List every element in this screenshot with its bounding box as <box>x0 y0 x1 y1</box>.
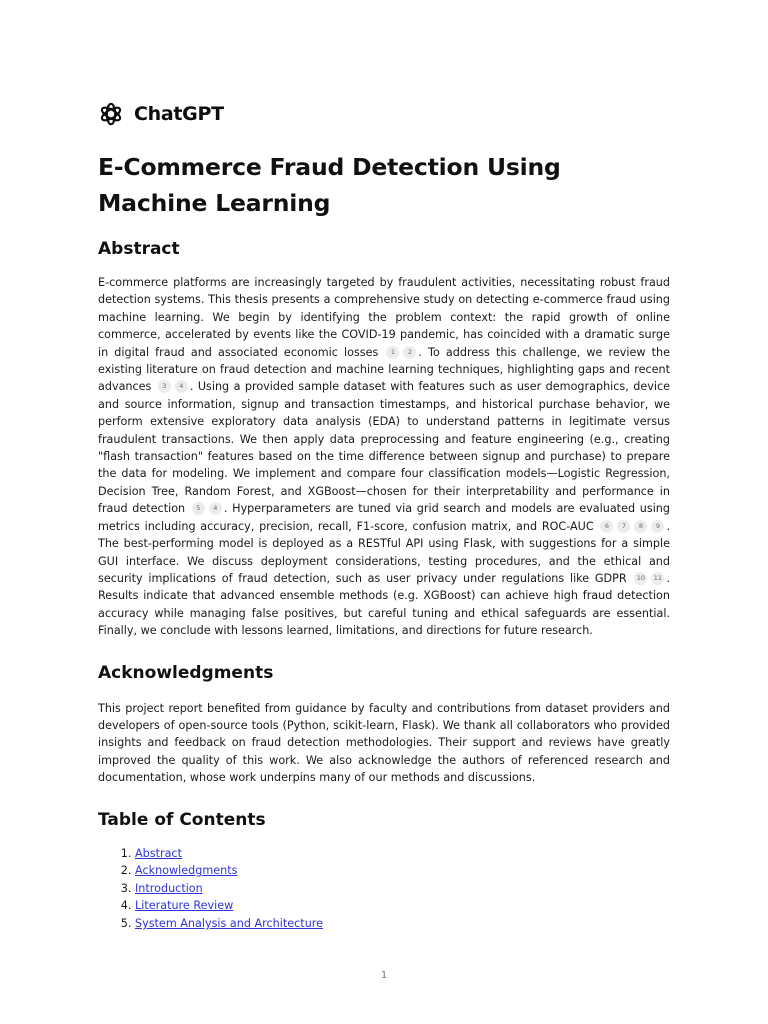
citation-badge[interactable]: 10 <box>634 572 647 585</box>
document-title: E-Commerce Fraud Detection Using Machine Learning <box>98 153 561 217</box>
brand-header <box>98 100 670 128</box>
toc-link-system-analysis[interactable]: System Analysis and Architecture <box>135 916 324 930</box>
toc-item <box>135 897 670 915</box>
acknowledgments-paragraph: This project report benefited from guidance by faculty and contributions from dataset providers and developers of open-source tools (Python, scikit-learn, Flask). We thank all collaborators who provided insights and feedback on fraud detection methodologies. Their support and reviews have greatly improved the quality of this work. We also acknowledge the authors of referenced research and documentation, whose work underpins many of our methods and discussions. <box>98 701 670 785</box>
toc-item <box>135 915 670 933</box>
abstract-text: . Hyperparameters are tuned via grid search and models are evaluated using metrics including accuracy, precision, recall, F1-score, confusion matrix, and ROC-AUC <box>98 502 670 533</box>
openai-knot-icon <box>98 101 124 127</box>
citation-badge[interactable]: 4 <box>209 502 222 515</box>
citation-badge[interactable]: 9 <box>651 520 664 533</box>
citation-badge[interactable]: 6 <box>600 520 613 533</box>
citation-badge[interactable]: 3 <box>158 380 171 393</box>
citation-badge[interactable]: 1 <box>386 346 399 359</box>
citation-badge[interactable]: 4 <box>175 380 188 393</box>
toc-link-literature-review[interactable]: Literature Review <box>135 899 234 913</box>
abstract-text: . To address this challenge, we review the existing literature on fraud detection and machine learning techniques, highlighting gaps and recent advances <box>98 345 670 394</box>
abstract-text: . The best-performing model is deployed as a RESTful API using Flask, with suggestions for a simple GUI interface. We discuss deployment considerations, testing procedures, and the ethical and security implications of fraud detection, such as user privacy under regulations like GDPR <box>98 519 670 585</box>
citation-badge[interactable]: 7 <box>617 520 630 533</box>
toc-item <box>135 880 670 898</box>
toc-link-acknowledgments[interactable]: Acknowledgments <box>135 864 238 878</box>
toc-heading: Table of Contents <box>98 809 266 830</box>
toc-item <box>135 862 670 880</box>
abstract-text: . Results indicate that advanced ensemble methods (e.g. XGBoost) can achieve high fraud detection accuracy while managing false positives, but careful tuning and ethical safeguards are essential. Finally, we conclude with lessons learned, limitations, and directions for future research. <box>98 571 670 638</box>
citation-badge[interactable]: 8 <box>634 520 647 533</box>
abstract-text: . Using a provided sample dataset with features such as user demographics, device and source information, signup and transaction timestamps, and historical purchase behavior, we perform extensive exploratory data analysis (EDA) to understand patterns in legitimate versus fraudulent transactions. We then apply data preprocessing and feature engineering (e.g., creating "flash transaction" features based on the time difference between signup and purchase) to prepare the data for modeling. We implement and compare four classification models—Logistic Regression, Decision Tree, Random Forest, and XGBoost—chosen for their interpretability and performance in fraud detection <box>98 380 670 516</box>
citation-badge[interactable]: 2 <box>403 346 416 359</box>
toc-link-abstract[interactable]: Abstract <box>135 846 182 860</box>
citation-badge[interactable]: 11 <box>651 572 664 585</box>
acknowledgments-heading: Acknowledgments <box>98 662 274 683</box>
abstract-paragraph <box>98 274 670 640</box>
abstract-heading: Abstract <box>98 239 180 259</box>
table-of-contents <box>98 845 670 933</box>
citation-badge[interactable]: 5 <box>192 502 205 515</box>
brand-name: ChatGPT <box>134 103 224 125</box>
abstract-text: E-commerce platforms are increasingly targeted by fraudulent activities, necessitating robust fraud detection systems. This thesis presents a comprehensive study on detecting e-commerce fraud using machine learning. We begin by identifying the problem context: the rapid growth of online commerce, accelerated by events like the COVID-19 pandemic, has coincided with a dramatic surge in digital fraud and associated economic losses <box>98 276 670 359</box>
toc-item <box>135 845 670 863</box>
page-number: 1 <box>380 970 388 981</box>
toc-link-introduction[interactable]: Introduction <box>135 881 203 895</box>
document-page <box>98 100 670 933</box>
